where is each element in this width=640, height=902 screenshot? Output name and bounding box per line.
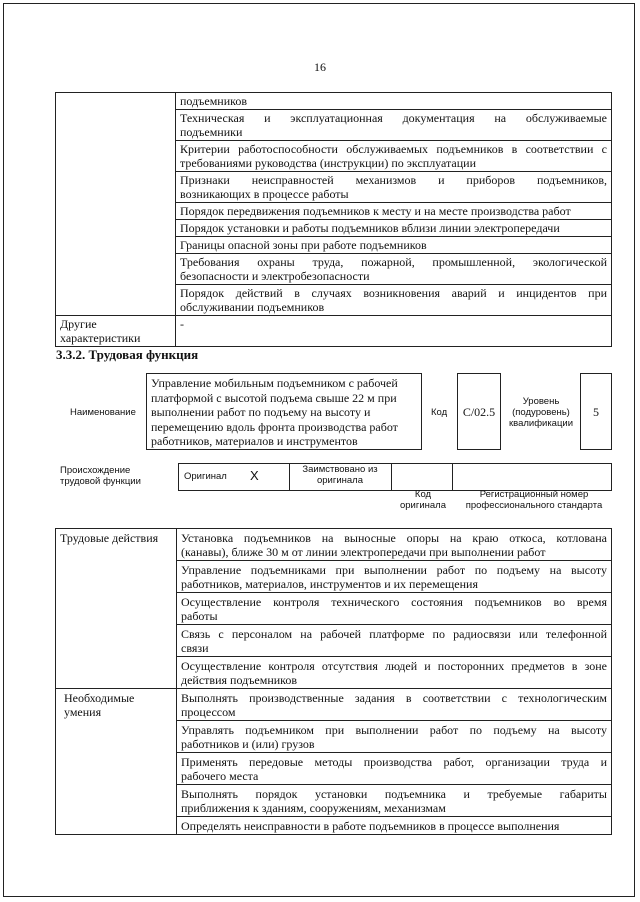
level-label-line: квалификации [508, 418, 574, 429]
actions-item [177, 593, 612, 625]
borrowed-label-line: оригинала [316, 475, 363, 486]
reg-number-line: профессионального стандарта [465, 500, 603, 511]
text-line: требованиями руководства (инструкции) по эксплуатации [180, 156, 477, 170]
code-label: Код [431, 407, 448, 418]
text-line: Порядок передвижения подъемников к месту и на месте производства работ [180, 204, 571, 218]
text-line: (канавы), ближе 30 м от линии электропередачи при выполнении работ [181, 545, 546, 559]
knowledge-item [176, 285, 612, 316]
actions-item [177, 529, 612, 561]
page-number: 16 [314, 60, 326, 74]
text-line: процессом [181, 705, 236, 719]
level-label-line: Уровень [522, 396, 560, 407]
label-line: Трудовые действия [60, 531, 159, 545]
text-line: работы [181, 609, 218, 623]
table-row [56, 689, 612, 721]
table-row [56, 316, 612, 347]
skills-label [56, 689, 177, 835]
label-line: Необходимые [64, 691, 135, 705]
knowledge-item [176, 237, 612, 254]
skills-item [177, 785, 612, 817]
text-line: Критерии работоспособности обслуживаемых подъемников в соответствии с [180, 142, 607, 156]
knowledge-item [176, 220, 612, 237]
actions-item [177, 561, 612, 593]
function-name-line: работников, материалов и инструментов [151, 434, 358, 448]
text-line: безопасности и электробезопасности [180, 269, 370, 283]
text-line: приближения к зданиям, сооружениям, механизмам [181, 801, 446, 815]
origin-label-line: Происхождение [60, 465, 131, 476]
label-line: характеристики [60, 331, 141, 345]
text-line: работников, материалов, инструментов и их перемещения [181, 577, 478, 591]
origin-cell-code [391, 463, 453, 491]
table-row [56, 529, 612, 561]
text-line: Требования охраны труда, пожарной, промышленной, экологической [180, 255, 607, 269]
code-box [457, 373, 501, 450]
text-line: Определять неисправности в работе подъемников в процессе выполнения [181, 819, 560, 833]
actions-item [177, 625, 612, 657]
text-line: Порядок действий в случаях возникновения аварий и инцидентов при [180, 286, 607, 300]
code-original-line: оригинала [399, 500, 446, 511]
text-line: Установка подъемников на выносные опоры на краю откоса, котлована [181, 531, 607, 545]
borrowed-label [290, 464, 390, 486]
text-line: Выполнять производственные задания в соответствии с технологическим [181, 691, 607, 705]
skills-item [177, 689, 612, 721]
text-line: связи [181, 641, 209, 655]
knowledge-table [55, 92, 612, 347]
knowledge-item [176, 141, 612, 172]
skills-item [177, 817, 612, 835]
row-label [56, 93, 176, 316]
actions-table [55, 528, 612, 835]
text-line: работников и (или) грузов [181, 737, 315, 751]
text-line: действия подъемников [181, 673, 298, 687]
text-line: рабочего места [181, 769, 259, 783]
reg-number-label [456, 489, 612, 511]
level-label-line: (подуровень) [512, 407, 570, 418]
section-heading: 3.3.2. Трудовая функция [56, 347, 199, 362]
text-line: Связь с персоналом на рабочей платформе по радиосвязи или телефонной [181, 627, 607, 641]
actions-item [177, 657, 612, 689]
origin-label [60, 465, 141, 487]
text-line: Осуществление контроля отсутствия людей и посторонних предметов в зоне [181, 659, 607, 673]
level-value: 5 [593, 405, 599, 419]
text-line: подъемники [180, 125, 243, 139]
level-label [503, 396, 579, 429]
table-row [56, 93, 612, 110]
text-line: Порядок установки и работы подъемников вблизи линии электропередачи [180, 221, 560, 235]
function-name-line: Управление мобильным подъемником с рабочей [151, 376, 398, 390]
label-line: умения [64, 705, 102, 719]
original-label: Оригинал [184, 471, 227, 482]
text-line: Признаки неисправностей механизмов и приборов подъемников, [180, 173, 607, 187]
skills-item [177, 753, 612, 785]
text-line: Техническая и эксплуатационная документация на обслуживаемые [180, 111, 607, 125]
knowledge-item [176, 203, 612, 220]
text-line: Границы опасной зоны при работе подъемников [180, 238, 427, 252]
text-line: Управлять подъемником при выполнении работ по подъему на высоту [181, 723, 607, 737]
borrowed-label-line: Заимствовано из [302, 464, 378, 475]
code-value: C/02.5 [462, 405, 496, 419]
other-characteristics-label [56, 316, 176, 347]
knowledge-item [176, 254, 612, 285]
reg-number-line: Регистрационный номер [479, 489, 589, 500]
function-name-line: перемещению вдоль фронта производства работ [151, 419, 398, 434]
text-line: Выполнять порядок установки подъемника и требуемые габариты [181, 787, 607, 801]
name-label: Наименование [70, 407, 136, 418]
text-line: Управление подъемниками при выполнении работ по подъему на высоту [181, 563, 607, 577]
skills-item [177, 721, 612, 753]
text-line: Осуществление контроля технического состояния подъемников во время [181, 595, 607, 609]
actions-label [56, 529, 177, 689]
code-original-label [392, 489, 454, 511]
code-original-line: Код [414, 489, 432, 500]
text-line: обслуживании подъемников [180, 300, 325, 314]
text-line: подъемников [180, 94, 248, 108]
knowledge-item [176, 93, 612, 110]
function-name-box [146, 373, 422, 450]
text-line: Применять передовые методы производства работ, организации труда и [181, 755, 607, 769]
text-line: возникающих в процессе работы [180, 187, 349, 201]
origin-label-line: трудовой функции [60, 476, 141, 487]
function-name-line: выполнении работ по подъему на высоту и [151, 405, 371, 419]
original-mark: X [250, 468, 259, 483]
label-line: Другие [60, 317, 97, 331]
function-name-line: платформой с высотой подъема свыше 22 м при [151, 390, 397, 405]
level-box [580, 373, 612, 450]
knowledge-item [176, 110, 612, 141]
knowledge-item [176, 172, 612, 203]
other-characteristics-value: - [176, 316, 612, 347]
